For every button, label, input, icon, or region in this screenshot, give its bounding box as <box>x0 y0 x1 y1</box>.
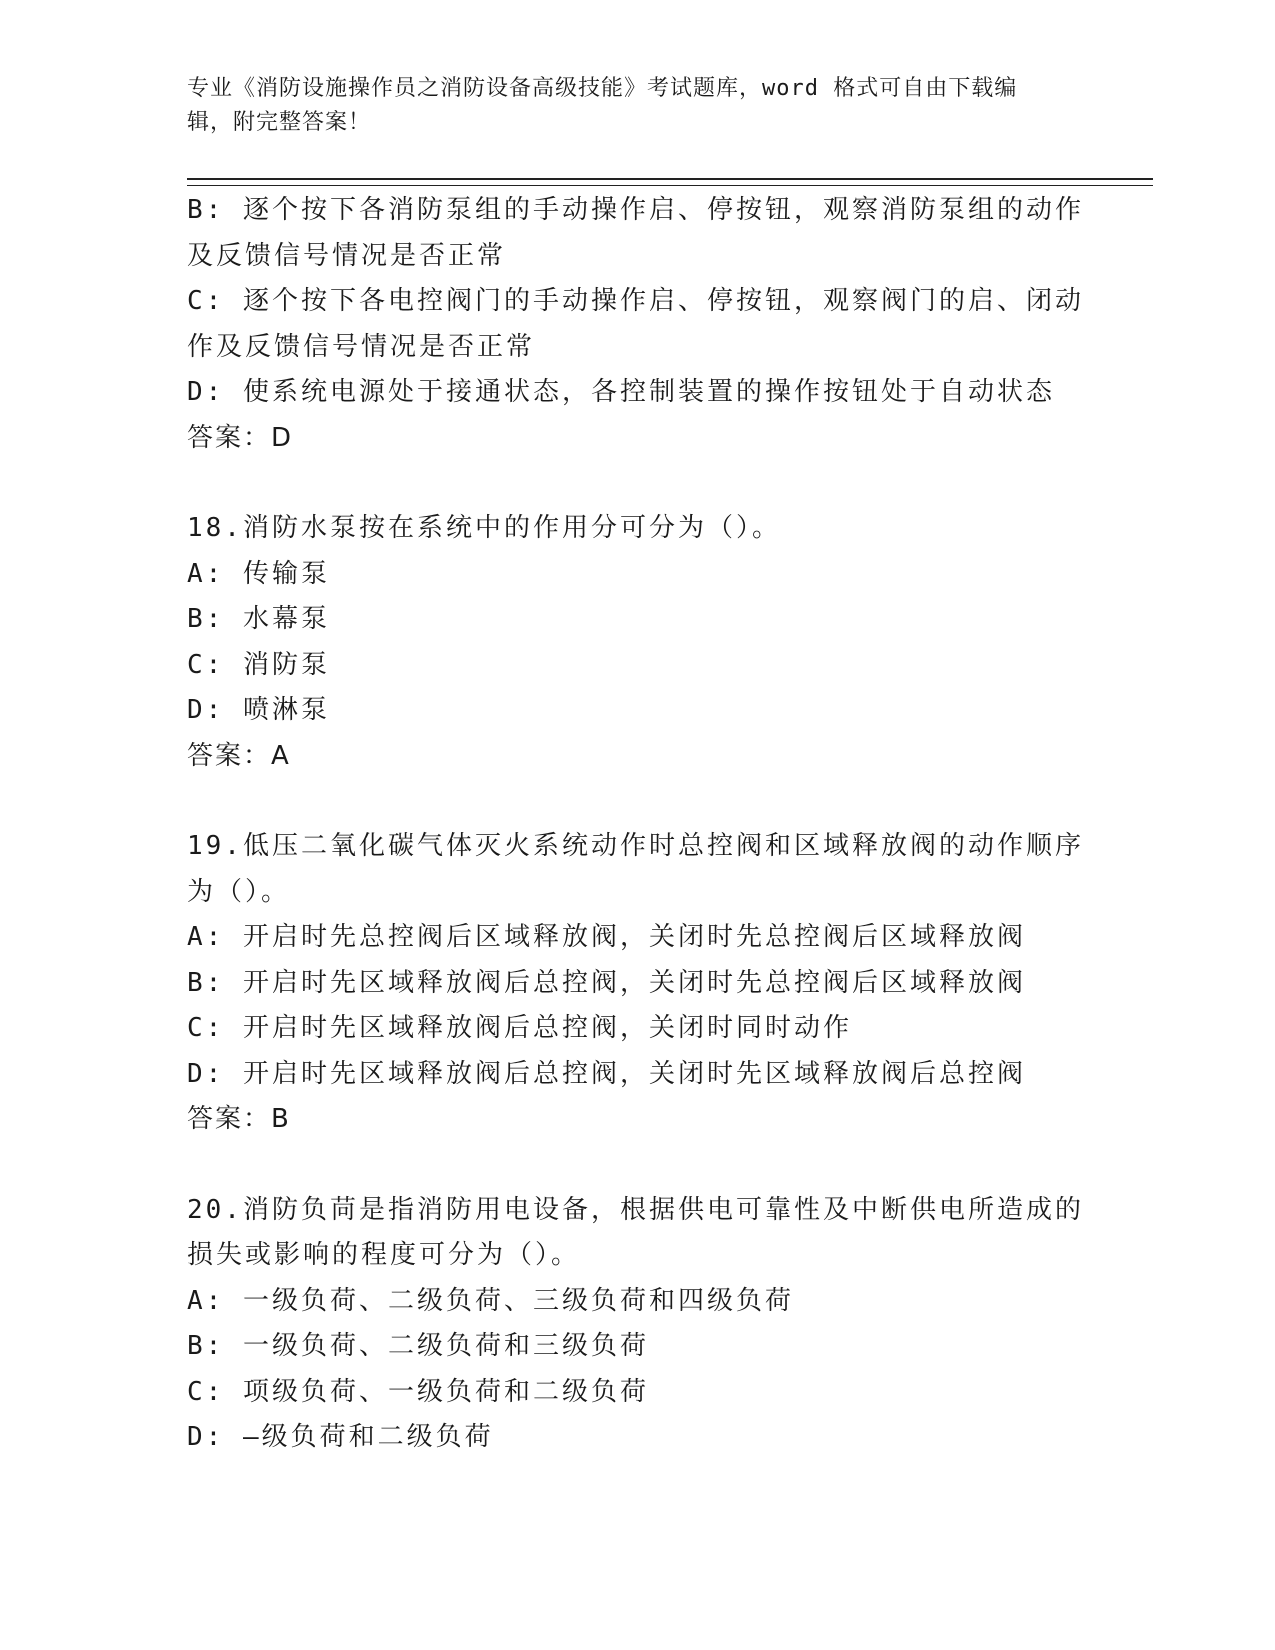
q18-question: 18.消防水泵按在系统中的作用分可分为（）。 <box>187 513 781 543</box>
document-body <box>187 188 1087 1461</box>
q18-option-a: A: 传输泵 <box>187 558 330 589</box>
question-spacer <box>187 461 1087 506</box>
q20-option-b: B: 一级负荷、二级负荷和三级负荷 <box>187 1331 649 1361</box>
q19-question-line-1: 19.低压二氧化碳气体灭火系统动作时总控阀和区域释放阀的动作顺序 <box>187 831 1084 861</box>
q19-option-a: A: 开启时先总控阀后区域释放阀，关闭时先总控阀后区域释放阀 <box>187 922 1026 952</box>
q19-option-b: B: 开启时先区域释放阀后总控阀，关闭时先总控阀后区域释放阀 <box>187 967 1026 998</box>
q18-answer: 答案：A <box>187 740 291 771</box>
q20-question-line-1: 20.消防负苘是指消防用电设备，根据供电可靠性及中断供电所造成的 <box>187 1194 1084 1225</box>
q17-option-d: D: 使系统电源处于接通状态，各控制装置的操作按钮处于自动状态 <box>187 377 1055 407</box>
question-18-block <box>187 506 1087 779</box>
q17-answer: 答案：D <box>187 422 294 453</box>
header-line-1: 专业《消防设施操作员之消防设备高级技能》考试题库，word 格式可自由下载编 <box>187 76 1018 101</box>
question-20-block <box>187 1188 1087 1461</box>
q20-option-c: C: 项级负荷、一级负荷和二级负荷 <box>187 1376 649 1407</box>
header-divider <box>187 178 1153 186</box>
q18-option-b: B: 水幕泵 <box>187 604 330 634</box>
q20-option-a: A: 一级负荷、二级负荷、三级负荷和四级负荷 <box>187 1285 794 1316</box>
q19-answer: 答案：B <box>187 1104 291 1134</box>
q18-option-c: C: 消防泵 <box>187 649 330 680</box>
q19-option-c: C: 开启时先区域释放阀后总控阀，关闭时同时动作 <box>187 1013 852 1043</box>
q17-option-b-line-1: B: 逐个按下各消防泵组的手动操作启、停按钮，观察消防泵组的动作 <box>187 195 1084 225</box>
q20-question-line-2: 损失或影响的程度可分为（）。 <box>187 1240 581 1270</box>
q20-option-d: D: —级负荷和二级负荷 <box>187 1422 494 1452</box>
q19-option-d: D: 开启时先区域释放阀后总控阀，关闭时先区域释放阀后总控阀 <box>187 1058 1026 1089</box>
q18-option-d: D: 喷淋泵 <box>187 695 330 725</box>
question-17-block <box>187 188 1087 461</box>
q17-option-c-line-2: 作及反馈信号情况是否正常 <box>187 331 536 362</box>
question-19-block <box>187 824 1087 1143</box>
q17-option-c-line-1: C: 逐个按下各电控阀门的手动操作启、停按钮，观察阀门的启、闭动 <box>187 286 1084 316</box>
header-line-2: 辑，附完整答案！ <box>187 110 372 135</box>
q17-option-b-line-2: 及反馈信号情况是否正常 <box>187 240 507 271</box>
question-spacer <box>187 779 1087 824</box>
question-spacer <box>187 1143 1087 1188</box>
q19-question-line-2: 为（）。 <box>187 876 291 907</box>
document-header <box>187 72 1067 140</box>
